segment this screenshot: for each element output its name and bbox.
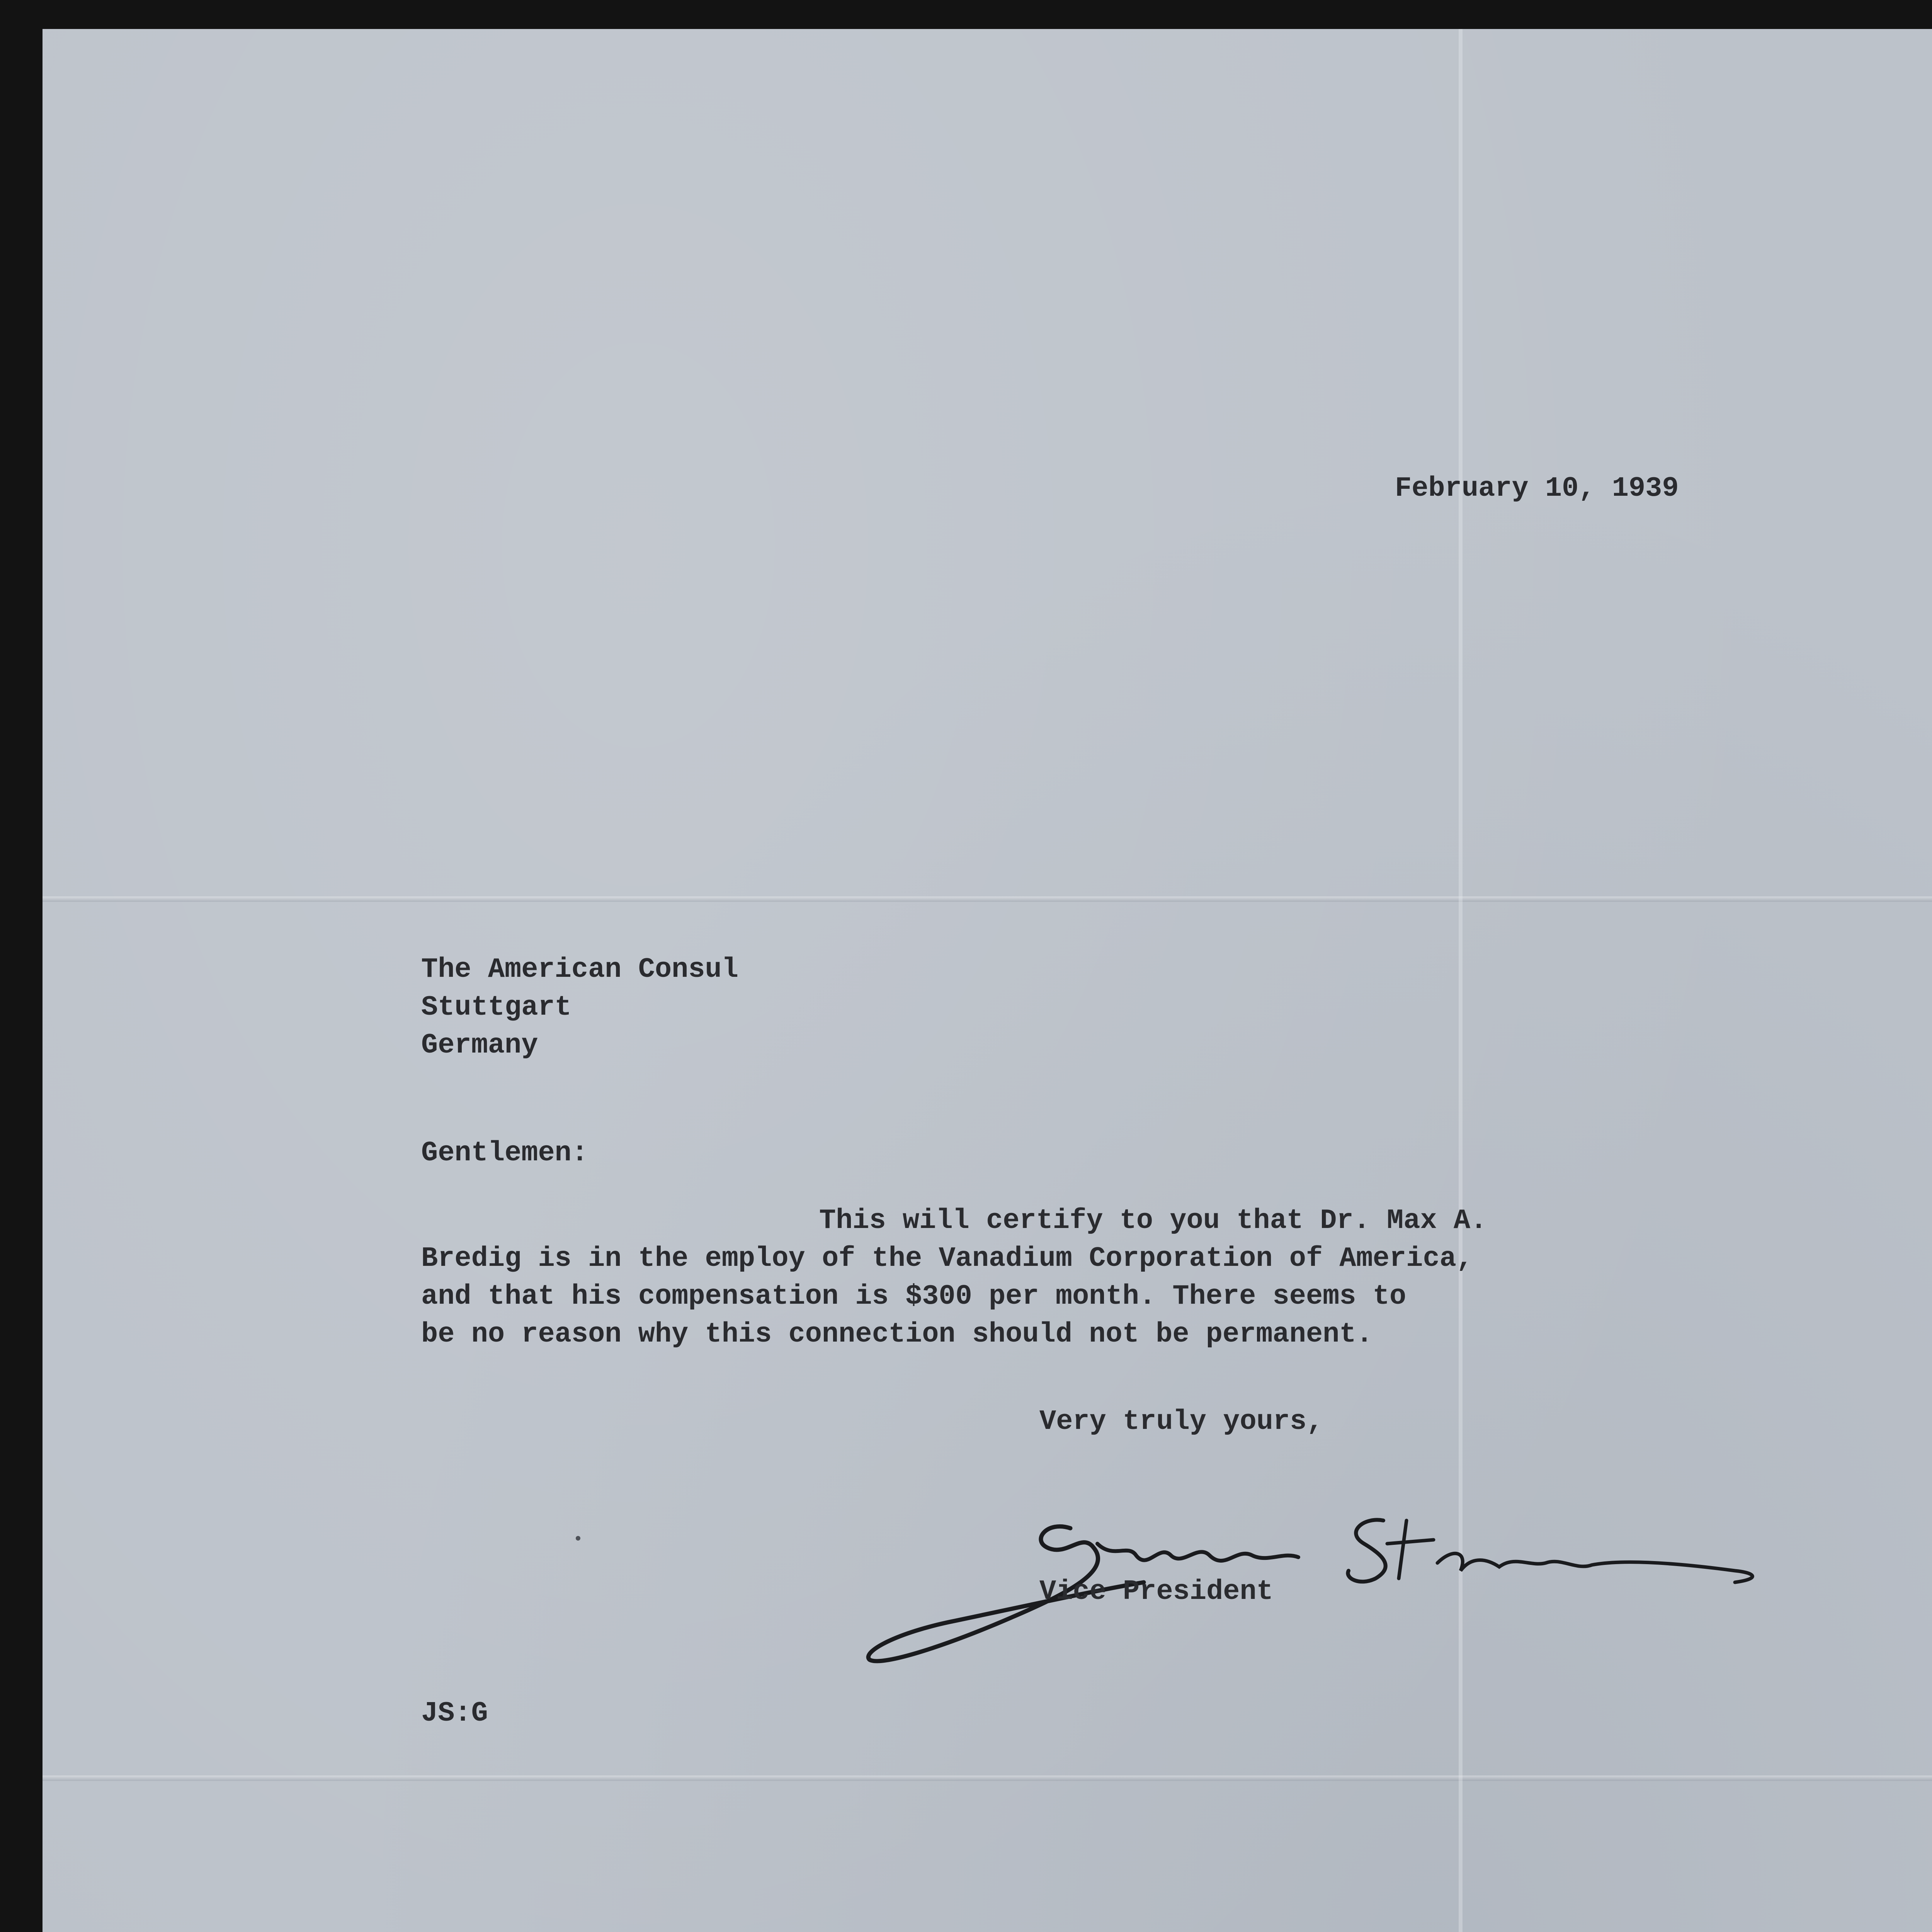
- reference-initials: JS:G: [421, 1697, 488, 1729]
- recipient-line-3: Germany: [421, 1029, 538, 1061]
- body-line-2: Bredig is in the employ of the Vanadium Corporation of America,: [421, 1243, 1473, 1274]
- body-line-3: and that his compensation is $300 per month. There seems to: [421, 1281, 1406, 1312]
- letter-sheet: [43, 29, 1932, 1932]
- closing: Very truly yours,: [1039, 1406, 1323, 1437]
- letter-date: February 10, 1939: [1395, 473, 1679, 504]
- recipient-line-1: The American Consul: [421, 954, 738, 985]
- fold-crease-lower: [43, 1776, 1932, 1781]
- body-line-1: This will certify to you that Dr. Max A.: [819, 1205, 1487, 1236]
- recipient-line-2: Stuttgart: [421, 992, 571, 1023]
- body-line-4: be no reason why this connection should not be permanent.: [421, 1318, 1373, 1350]
- paper-speck: [576, 1536, 580, 1541]
- salutation: Gentlemen:: [421, 1137, 588, 1169]
- signer-title: Vice President: [1039, 1576, 1273, 1607]
- handwritten-signature: [866, 1466, 1774, 1698]
- fold-crease-upper: [43, 896, 1932, 902]
